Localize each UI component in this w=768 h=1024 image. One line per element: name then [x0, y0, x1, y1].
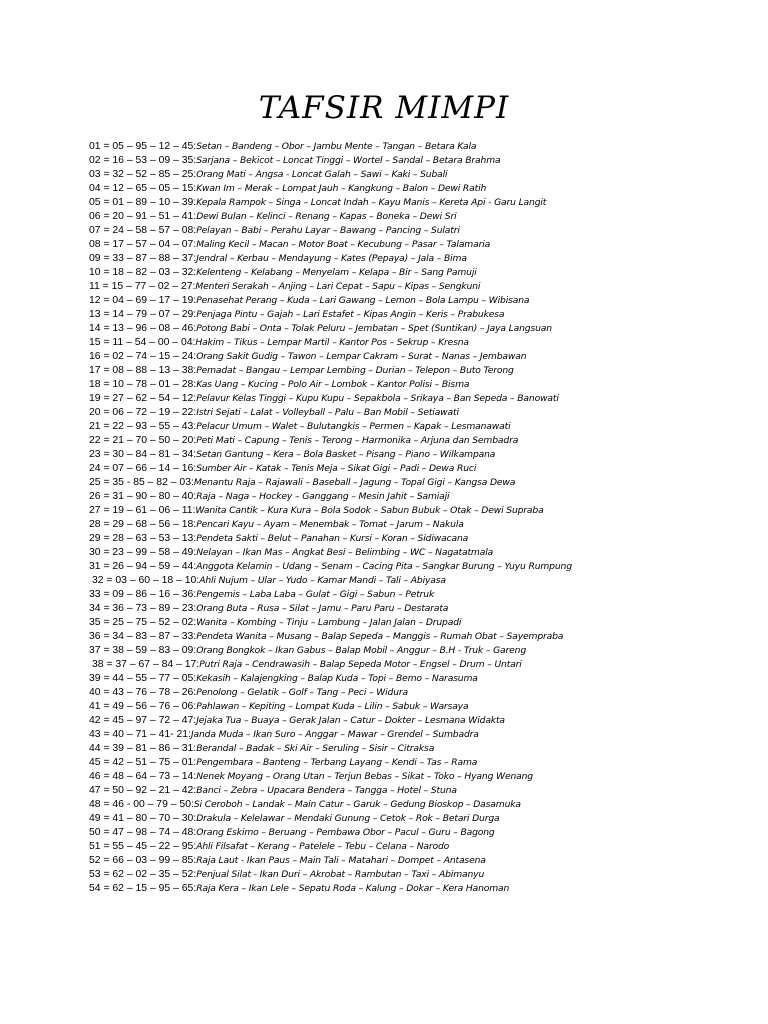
- list-item: [89, 798, 759, 812]
- entry-meanings: Istri Sejati – Lalat – Volleyball – Palu – Ban Mobil – Setiawati: [196, 407, 459, 418]
- entry-numbers: 26 = 31 – 90 – 80 – 40:: [89, 491, 197, 502]
- list-item: [89, 616, 759, 630]
- entry-numbers: 44 = 39 – 81 – 86 – 31:: [89, 743, 197, 754]
- list-item: [89, 308, 759, 322]
- entry-numbers: 21 = 22 – 93 – 55 – 43:: [89, 421, 197, 432]
- entry-meanings: Nelayan – Ikan Mas – Angkat Besi – Belimbing – WC – Nagatatmala: [196, 547, 494, 558]
- entry-meanings: Raja Kera – Ikan Lele – Sepatu Roda – Kalung – Dokar – Kera Hanoman: [196, 883, 510, 894]
- list-item: [89, 742, 759, 756]
- entry-meanings: Wanita – Kombing – Tinju – Lambung – Jalan Jalan – Drupadi: [196, 617, 462, 628]
- entry-meanings: Pendeta Sakti – Belut – Panahan – Kursi – Koran – Sidiwacana: [196, 533, 469, 544]
- entry-numbers: 36 = 34 – 83 – 87 – 33:: [89, 631, 197, 642]
- list-item: [89, 756, 759, 770]
- entry-meanings: Peti Mati – Capung – Tenis – Terong – Harmonika – Arjuna dan Sembadra: [196, 435, 519, 446]
- entry-numbers: 49 = 41 – 80 – 70 – 30:: [89, 813, 197, 824]
- list-item: [89, 840, 759, 854]
- list-item: [89, 784, 759, 798]
- entry-meanings: Kelenteng – Kelabang – Menyelam – Kelapa – Bir – Sang Pamuji: [196, 267, 477, 278]
- entry-meanings: Sumber Air – Katak – Tenis Meja – Sikat Gigi – Padi – Dewa Ruci: [196, 463, 477, 474]
- entry-meanings: Si Ceroboh – Landak – Main Catur – Garuk – Gedung Bioskop – Dasamuka: [193, 799, 521, 810]
- list-item: [89, 546, 759, 560]
- entry-numbers: 02 = 16 – 53 – 09 – 35:: [89, 155, 197, 166]
- entry-meanings: Maling Kecil – Macan – Motor Boat – Kecubung – Pasar – Talamaria: [196, 239, 491, 250]
- entry-numbers: 31 = 26 – 94 – 59 – 44:: [89, 561, 197, 572]
- entry-numbers: 16 = 02 – 74 – 15 – 24:: [89, 351, 197, 362]
- entry-meanings: Pengembara – Banteng – Terbang Layang – Kendi – Tas – Rama: [196, 757, 478, 768]
- list-item: [89, 658, 759, 672]
- entry-meanings: Menteri Serakah – Anjing – Lari Cepat – Sapu – Kipas – Sengkuni: [195, 281, 481, 292]
- entry-numbers: 46 = 48 – 64 – 73 – 14:: [89, 771, 197, 782]
- list-item: [89, 672, 759, 686]
- entry-meanings: Orang Eskimo – Beruang – Pembawa Obor – Pacul – Guru – Bagong: [196, 827, 495, 838]
- list-item: [89, 266, 759, 280]
- entry-meanings: Wanita Cantik – Kura Kura – Bola Sodok – Sabun Bubuk – Otak – Dewi Supraba: [195, 505, 544, 516]
- list-item: [89, 392, 759, 406]
- entry-meanings: Penolong – Gelatik – Golf – Tang – Peci – Widura: [196, 687, 409, 698]
- list-item: [89, 140, 759, 154]
- list-item: [89, 518, 759, 532]
- entry-meanings: Pelavur Kelas Tinggi – Kupu Kupu – Sepakbola – Srikaya – Ban Sepeda – Banowati: [196, 393, 559, 404]
- list-item: [89, 350, 759, 364]
- entry-meanings: Pengemis – Laba Laba – Gulat – Gigi – Sabun – Petruk: [196, 589, 435, 600]
- entry-numbers: 10 = 18 – 82 – 03 – 32:: [89, 267, 197, 278]
- list-item: [89, 448, 759, 462]
- entry-meanings: Menantu Raja – Rajawali – Baseball – Jagung – Topal Gigi – Kangsa Dewa: [193, 477, 516, 488]
- list-item: [89, 826, 759, 840]
- entry-meanings: Drakula – Kelelawar – Mendaki Gunung – Cetok – Rok – Betari Durga: [196, 813, 500, 824]
- list-item: [89, 686, 759, 700]
- entry-meanings: Orang Mati – Angsa - Loncat Galah – Sawi – Kaki – Subali: [196, 169, 448, 180]
- entry-meanings: Pahlawan – Kepiting – Lompat Kuda – Lilin – Sabuk – Warsaya: [196, 701, 469, 712]
- list-item: [89, 532, 759, 546]
- entry-meanings: Anggota Kelamin – Udang – Senam – Cacing Pita – Sangkar Burung – Yuyu Rumpung: [196, 561, 572, 572]
- list-item: [89, 868, 759, 882]
- entry-numbers: 17 = 08 – 88 – 13 – 38:: [89, 365, 197, 376]
- entry-numbers: 12 = 04 – 69 – 17 – 19:: [89, 295, 197, 306]
- list-item: [89, 770, 759, 784]
- entry-numbers: 28 = 29 – 68 – 56 – 18:: [89, 519, 197, 530]
- entry-meanings: Orang Sakit Gudig – Tawon – Lempar Cakram – Surat – Nanas – Jembawan: [196, 351, 527, 362]
- entry-meanings: Banci – Zebra – Upacara Bendera – Tangga – Hotel – Stuna: [196, 785, 457, 796]
- list-item: [89, 224, 759, 238]
- entry-meanings: Nenek Moyang – Orang Utan – Terjun Bebas – Sikat – Toko – Hyang Wenang: [196, 771, 533, 782]
- entry-meanings: Hakim – Tikus – Lempar Martil – Kantor Pos – Sekrup – Kresna: [195, 337, 469, 348]
- entry-meanings: Potong Babi – Onta – Tolak Peluru – Jembatan – Spet (Suntikan) – Jaya Langsuan: [196, 323, 552, 334]
- entry-numbers: 13 = 14 – 79 – 07 – 29:: [89, 309, 197, 320]
- entry-meanings: Sarjana – Bekicot – Loncat Tinggi – Wortel – Sandal – Betara Brahma: [196, 155, 501, 166]
- entry-numbers: 48 = 46 - 00 – 79 – 50:: [89, 799, 194, 810]
- list-item: [89, 364, 759, 378]
- list-item: [89, 252, 759, 266]
- list-item: [89, 280, 759, 294]
- entry-meanings: Janda Muda – Ikan Suro – Anggar – Mawar – Grendel – Sumbadra: [190, 729, 479, 740]
- entry-numbers: 23 = 30 – 84 – 81 – 34:: [89, 449, 197, 460]
- entry-meanings: Kas Uang – Kucing – Polo Air – Lombok – Kantor Polisi – Bisma: [196, 379, 470, 390]
- entry-meanings: Penjual Silat - Ikan Duri – Akrobat – Rambutan – Taxi – Abimanyu: [196, 869, 485, 880]
- entry-numbers: 45 = 42 – 51 – 75 – 01:: [89, 757, 197, 768]
- list-item: [89, 434, 759, 448]
- entry-numbers: 35 = 25 – 75 – 52 – 02:: [89, 617, 197, 628]
- entry-numbers: 05 = 01 – 89 – 10 – 39:: [89, 197, 197, 208]
- entry-numbers: 52 = 66 – 03 – 99 – 85:: [89, 855, 197, 866]
- entry-meanings: Orang Bongkok – Ikan Gabus – Balap Mobil – Anggur – B.H - Truk – Gareng: [196, 645, 527, 656]
- entry-numbers: 15 = 11 – 54 – 00 – 04:: [89, 337, 196, 348]
- entry-meanings: Jendral – Kerbau – Mendayung – Kates (Pepaya) – Jala – Bima: [196, 253, 467, 264]
- entry-numbers: 18 = 10 – 78 – 01 – 28:: [89, 379, 197, 390]
- entry-numbers: 34 = 36 – 73 – 89 – 23:: [89, 603, 197, 614]
- list-item: [89, 420, 759, 434]
- list-item: [89, 462, 759, 476]
- entry-meanings: Pendeta Wanita – Musang – Balap Sepeda – Manggis – Rumah Obat – Sayempraba: [196, 631, 564, 642]
- entry-numbers: 33 = 09 – 86 – 16 – 36:: [89, 589, 197, 600]
- page-title: TAFSIR MIMPI: [258, 90, 510, 126]
- entry-numbers: 51 = 55 – 45 – 22 – 95:: [89, 841, 197, 852]
- entry-numbers: 37 = 38 – 59 – 83 – 09:: [89, 645, 197, 656]
- dream-code-list: [89, 140, 759, 896]
- entry-meanings: Berandal – Badak – Ski Air – Seruling – Sisir – Citraksa: [196, 743, 435, 754]
- entry-numbers: 14 = 13 – 96 – 08 – 46:: [89, 323, 197, 334]
- entry-meanings: Penjaga Pintu – Gajah – Lari Estafet – Kipas Angin – Keris – Prabukesa: [196, 309, 505, 320]
- entry-numbers: 06 = 20 – 91 – 51 – 41:: [89, 211, 197, 222]
- entry-meanings: Pelacur Umum – Walet – Bulutangkis – Permen – Kapak – Lesmanawati: [196, 421, 511, 432]
- entry-numbers: 29 = 28 – 63 – 53 – 13:: [89, 533, 197, 544]
- entry-meanings: Pencari Kayu – Ayam – Menembak – Tomat – Jarum – Nakula: [196, 519, 464, 530]
- entry-numbers: 19 = 27 – 62 – 54 – 12:: [89, 393, 197, 404]
- list-item: [89, 238, 759, 252]
- list-item: [89, 406, 759, 420]
- list-item: [89, 154, 759, 168]
- list-item: [89, 588, 759, 602]
- entry-numbers: 07 = 24 – 58 – 57 – 08:: [89, 225, 197, 236]
- entry-numbers: 22 = 21 – 70 – 50 – 20:: [89, 435, 197, 446]
- list-item: [89, 882, 759, 896]
- entry-numbers: 04 = 12 – 65 – 05 – 15:: [89, 183, 197, 194]
- list-item: [89, 602, 759, 616]
- entry-meanings: Pelayan – Babi – Perahu Layar – Bawang – Pancing – Sulatri: [196, 225, 460, 236]
- list-item: [89, 490, 759, 504]
- list-item: [89, 630, 759, 644]
- entry-numbers: 43 = 40 – 71 – 41- 21:: [89, 729, 191, 740]
- entry-meanings: Putri Raja – Cendrawasih – Balap Sepeda Motor – Engsel – Drum – Untari: [199, 659, 522, 670]
- list-item: [89, 714, 759, 728]
- list-item: [89, 168, 759, 182]
- entry-meanings: Jejaka Tua – Buaya – Gerak Jalan – Catur – Dokter – Lesmana Widakta: [196, 715, 505, 726]
- entry-numbers: 11 = 15 – 77 – 02 – 27:: [89, 281, 196, 292]
- list-item: [89, 322, 759, 336]
- entry-numbers: 01 = 05 – 95 – 12 – 45:: [89, 141, 197, 152]
- list-item: [89, 854, 759, 868]
- entry-numbers: 41 = 49 – 56 – 76 – 06:: [89, 701, 197, 712]
- list-item: [89, 476, 759, 490]
- list-item: [89, 336, 759, 350]
- list-item: [89, 210, 759, 224]
- entry-meanings: Kwan Im – Merak – Lompat Jauh – Kangkung – Balon – Dewi Ratih: [196, 183, 487, 194]
- list-item: [89, 812, 759, 826]
- entry-meanings: Kepala Rampok – Singa – Loncat Indah – Kayu Manis – Kereta Api - Garu Langit: [196, 197, 547, 208]
- list-item: [89, 574, 759, 588]
- entry-numbers: 24 = 07 – 66 – 14 – 16:: [89, 463, 197, 474]
- entry-meanings: Pemadat – Bangau – Lempar Lembing – Durian – Telepon – Buto Terong: [196, 365, 514, 376]
- list-item: [89, 560, 759, 574]
- entry-numbers: 54 = 62 – 15 – 95 – 65:: [89, 883, 197, 894]
- entry-numbers: 47 = 50 – 92 – 21 – 42:: [89, 785, 197, 796]
- entry-numbers: 42 = 45 – 97 – 72 – 47:: [89, 715, 197, 726]
- list-item: [89, 728, 759, 742]
- entry-meanings: Ahli Filsafat – Kerang – Patelele – Tebu – Celana – Narodo: [196, 841, 450, 852]
- list-item: [89, 182, 759, 196]
- entry-numbers: 25 = 35 - 85 – 82 – 03:: [89, 477, 194, 488]
- entry-numbers: 32 = 03 – 60 – 18 – 10:: [92, 575, 200, 586]
- list-item: [89, 294, 759, 308]
- entry-numbers: 20 = 06 – 72 – 19 – 22:: [89, 407, 197, 418]
- entry-meanings: Setan – Bandeng – Obor – Jambu Mente – Tangan – Betara Kala: [196, 141, 477, 152]
- entry-numbers: 30 = 23 – 99 – 58 – 49:: [89, 547, 197, 558]
- entry-numbers: 40 = 43 – 76 – 78 – 26:: [89, 687, 197, 698]
- entry-numbers: 39 = 44 – 55 – 77 – 05:: [89, 673, 197, 684]
- entry-meanings: Raja Laut - Ikan Paus – Main Tali – Matahari – Dompet – Antasena: [196, 855, 486, 866]
- entry-numbers: 03 = 32 – 52 – 85 – 25:: [89, 169, 197, 180]
- entry-meanings: Raja – Naga – Hockey – Ganggang – Mesin Jahit – Samiaji: [196, 491, 450, 502]
- entry-numbers: 27 = 19 – 61 – 06 – 11:: [89, 505, 196, 516]
- entry-meanings: Kekasih – Kalajengking – Balap Kuda – Topi – Bemo – Narasuma: [196, 673, 478, 684]
- entry-meanings: Ahli Nujum – Ular – Yudo – Kamar Mandi – Tali – Abiyasa: [199, 575, 446, 586]
- list-item: [89, 378, 759, 392]
- list-item: [89, 196, 759, 210]
- entry-numbers: 09 = 33 – 87 – 88 – 37:: [89, 253, 197, 264]
- entry-numbers: 08 = 17 – 57 – 04 – 07:: [89, 239, 197, 250]
- list-item: [89, 700, 759, 714]
- entry-numbers: 50 = 47 – 98 – 74 – 48:: [89, 827, 197, 838]
- list-item: [89, 644, 759, 658]
- entry-numbers: 38 = 37 – 67 – 84 – 17:: [92, 659, 200, 670]
- list-item: [89, 504, 759, 518]
- entry-meanings: Setan Gantung – Kera – Bola Basket – Pisang – Piano – Wilkampana: [196, 449, 496, 460]
- entry-meanings: Orang Buta – Rusa – Silat – Jamu – Paru Paru – Destarata: [196, 603, 449, 614]
- entry-numbers: 53 = 62 – 02 – 35 – 52:: [89, 869, 197, 880]
- entry-meanings: Dewi Bulan – Kelinci – Renang – Kapas – Boneka – Dewi Sri: [196, 211, 457, 222]
- entry-meanings: Penasehat Perang – Kuda – Lari Gawang – Lemon – Bola Lampu – Wibisana: [196, 295, 530, 306]
